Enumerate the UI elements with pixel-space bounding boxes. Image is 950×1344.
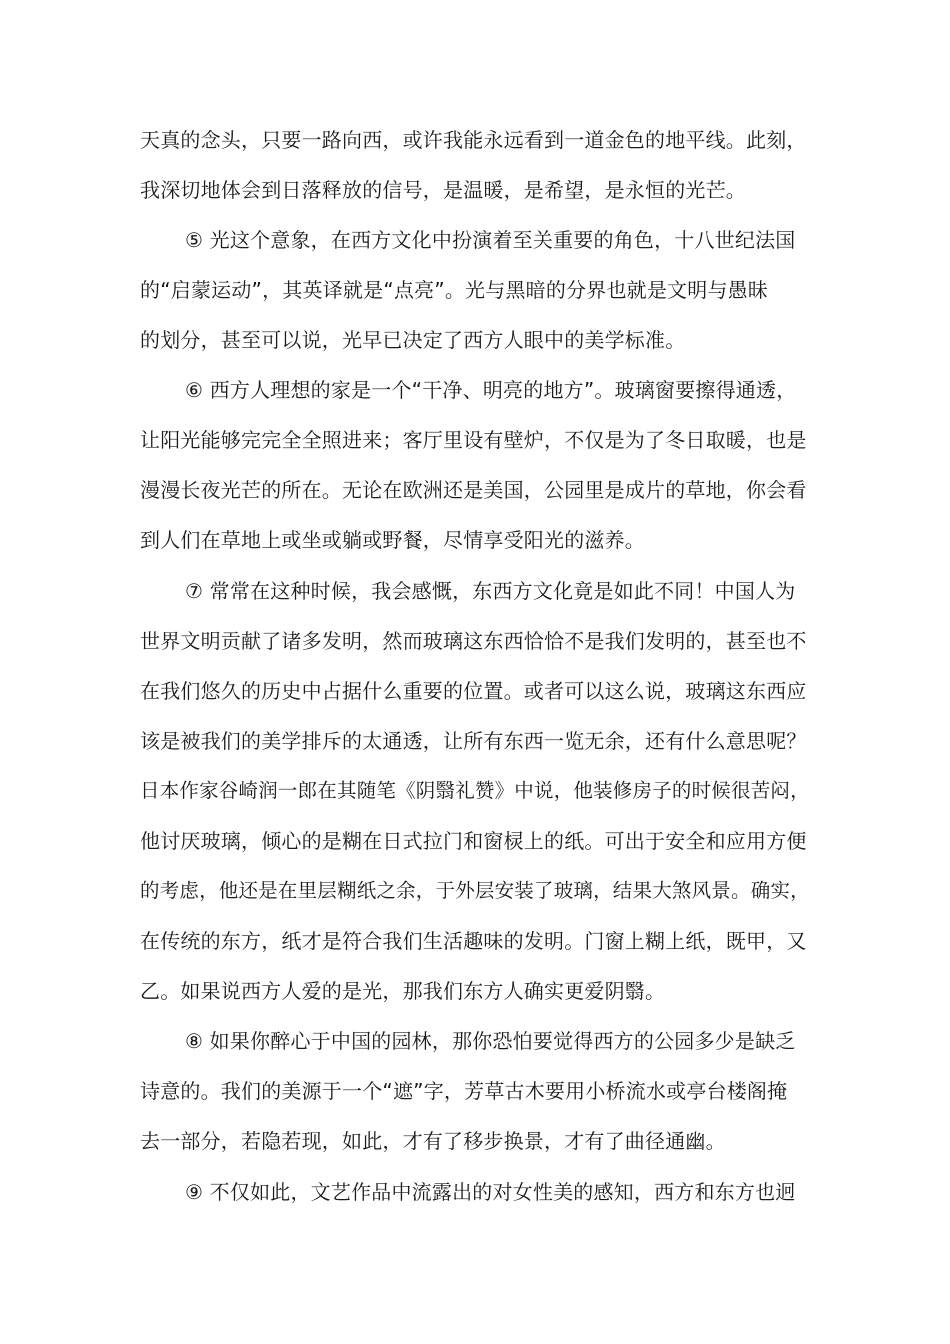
text-line: 漫漫长夜光芒的所在。无论在欧洲还是美国，公园里是成片的草地，你会看 [140,478,807,502]
text-line: 在我们悠久的历史中占据什么重要的位置。或者可以这么说，玻璃这东西应 [140,679,807,703]
paragraph-5-start: ⑤ 光这个意象，在西方文化中扮演着至关重要的角色，十八世纪法国 [185,228,796,252]
text-line: 我深切地体会到日落释放的信号，是温暖，是希望，是永恒的光芒。 [140,178,746,202]
text-line: 去一部分，若隐若现，如此，才有了移步换景，才有了曲径通幽。 [140,1129,726,1153]
text-line: 在传统的东方，纸才是符合我们生活趣味的发明。门窗上糊上纸，既甲，又 [140,929,807,953]
paragraph-8-start: ⑧ 如果你醉心于中国的园林，那你恐怕要觉得西方的公园多少是缺乏 [185,1029,796,1053]
text-line: 的“启蒙运动”，其英译就是“点亮”。光与黑暗的分界也就是文明与愚昧 [140,278,769,302]
text-line: 他讨厌玻璃，倾心的是糊在日式拉门和窗棂上的纸。可出于安全和应用方便 [140,829,807,853]
text-line: 让阳光能够完完全全照进来；客厅里设有壁炉，不仅是为了冬日取暖，也是 [140,428,807,452]
text-line: 日本作家谷崎润一郎在其随笔《阴翳礼赞》中说，他装修房子的时候很苦闷， [140,779,810,802]
text-line: 世界文明贡献了诸多发明，然而玻璃这东西恰恰不是我们发明的，甚至也不 [140,629,807,653]
text-line: 乙。如果说西方人爱的是光，那我们东方人确实更爱阴翳。 [140,979,666,1003]
paragraph-9-start: ⑨ 不仅如此，文艺作品中流露出的对女性美的感知，西方和东方也迥 [185,1180,796,1204]
text-line: 的考虑，他还是在里层糊纸之余，于外层安装了玻璃，结果大煞风景。确实， [140,879,810,902]
text-line: 天真的念头，只要一路向西，或许我能永远看到一道金色的地平线。此刻， [140,128,807,152]
paragraph-7-start: ⑦ 常常在这种时候，我会感慨，东西方文化竟是如此不同！中国人为 [185,579,796,603]
paragraph-6-start: ⑥ 西方人理想的家是一个“干净、明亮的地方”。玻璃窗要擦得通透， [185,378,797,402]
text-line: 到人们在草地上或坐或躺或野餐，尽情享受阳光的滋养。 [140,528,645,552]
text-line: 诗意的。我们的美源于一个“遮”字，芳草古木要用小桥流水或亭台楼阁掩 [140,1079,788,1103]
text-line: 该是被我们的美学排斥的太通透，让所有东西一览无余，还有什么意思呢？ [140,729,807,753]
text-line: 的划分，甚至可以说，光早已决定了西方人眼中的美学标准。 [140,328,686,352]
